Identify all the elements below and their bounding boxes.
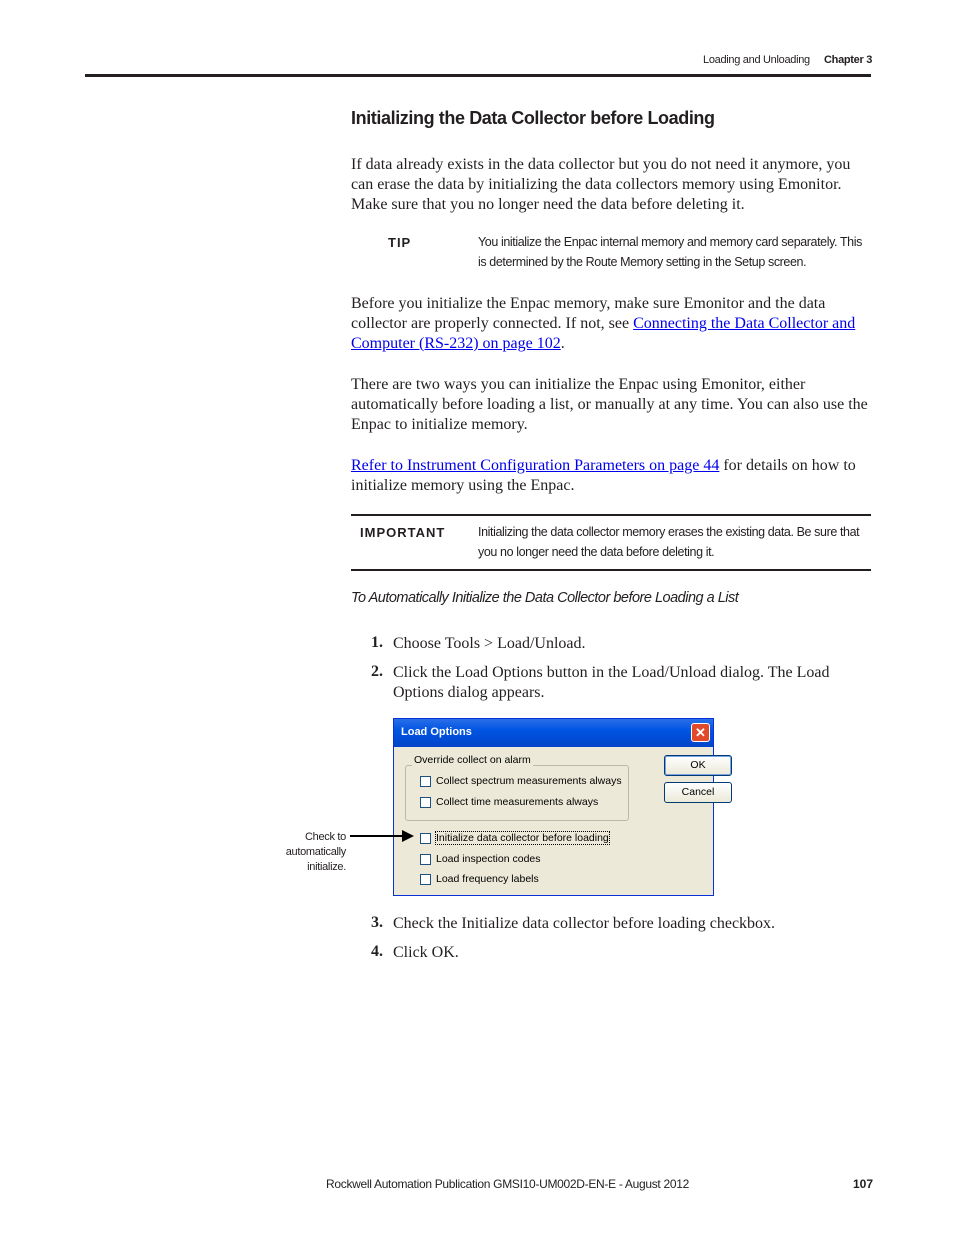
header-rule	[85, 74, 871, 77]
override-group-label: Override collect on alarm	[414, 754, 531, 766]
checkbox[interactable]	[420, 874, 431, 885]
step-text: Check the Initialize data collector before loading checkbox.	[393, 915, 776, 932]
procedure-title: To Automatically Initialize the Data Collector before Loading a List	[351, 590, 739, 606]
step-text: Click OK.	[393, 944, 459, 961]
ok-button[interactable]: OK	[664, 755, 732, 776]
running-header-chapter: Chapter 3	[824, 54, 873, 66]
step-text: Choose Tools > Load/Unload.	[393, 635, 586, 652]
important-text: Initializing the data collector memory erases the existing data. Be sure that you no longer need the data before deleting it.	[478, 525, 860, 559]
page-number: 107	[853, 1177, 874, 1191]
cancel-button[interactable]: Cancel	[664, 782, 732, 803]
refer-paragraph	[351, 456, 871, 496]
checkbox[interactable]	[420, 854, 431, 865]
checkbox[interactable]	[420, 776, 431, 787]
dialog-title-bar	[394, 719, 713, 747]
override-group-box	[405, 765, 629, 821]
connection-paragraph	[351, 294, 871, 354]
connection-text: Before you initialize the Enpac memory, make sure Emonitor and the data collector are properly connected. If not, see	[351, 295, 826, 332]
callout-label: Check to automatically initialize.	[285, 831, 346, 873]
checkbox-label: Collect time measurements always	[436, 796, 599, 808]
section-heading: Initializing the Data Collector before Loading	[351, 108, 715, 128]
checkbox-label: Load inspection codes	[436, 853, 541, 865]
refer-text: for details on how to initialize memory using the Enpac.	[351, 457, 856, 494]
connecting-link[interactable]: Connecting the Data Collector and Computer (RS-232) on page 102	[351, 315, 856, 352]
tip-text: You initialize the Enpac internal memory and memory card separately. This is determined by the Route Memory setting in the Setup screen.	[478, 235, 862, 269]
load-options-dialog	[393, 718, 714, 896]
close-icon[interactable]: ✕	[691, 723, 710, 742]
checkbox[interactable]	[420, 797, 431, 808]
connection-text-end: .	[560, 335, 565, 352]
step-number: 1.	[371, 634, 383, 651]
important-bottom-rule	[351, 569, 871, 571]
important-label: IMPORTANT	[360, 525, 446, 540]
checkbox-label: Collect spectrum measurements always	[436, 775, 622, 787]
important-top-rule	[351, 514, 871, 516]
checkbox-label: Initialize data collector before loading	[436, 832, 609, 844]
dialog-title: Load Options	[401, 726, 472, 738]
intro-paragraph: If data already exists in the data collector but you do not need it anymore, you can erase the data by initializing the data collectors memory using Emonitor. Make sure that you no longer need the data before deleting it.	[351, 156, 851, 213]
footer-publication: Rockwell Automation Publication GMSI10-UM002D-EN-E - August 2012	[326, 1177, 689, 1191]
ways-paragraph: There are two ways you can initialize the Enpac using Emonitor, either automatically before loading a list, or manually at any time. You can also use the Enpac to initialize memory.	[351, 376, 868, 433]
instrument-config-link[interactable]: Refer to Instrument Configuration Parameters on page 44	[351, 457, 720, 474]
step-number: 3.	[371, 914, 383, 931]
running-header-section: Loading and Unloading	[703, 54, 810, 66]
step-number: 2.	[371, 663, 383, 680]
step-text: Click the Load Options button in the Load/Unload dialog. The Load Options dialog appears.	[393, 664, 830, 701]
step-number: 4.	[371, 943, 383, 960]
checkbox-label: Load frequency labels	[436, 873, 539, 885]
tip-label: TIP	[388, 235, 412, 250]
callout-arrow-icon	[348, 829, 416, 843]
checkbox[interactable]	[420, 833, 431, 844]
